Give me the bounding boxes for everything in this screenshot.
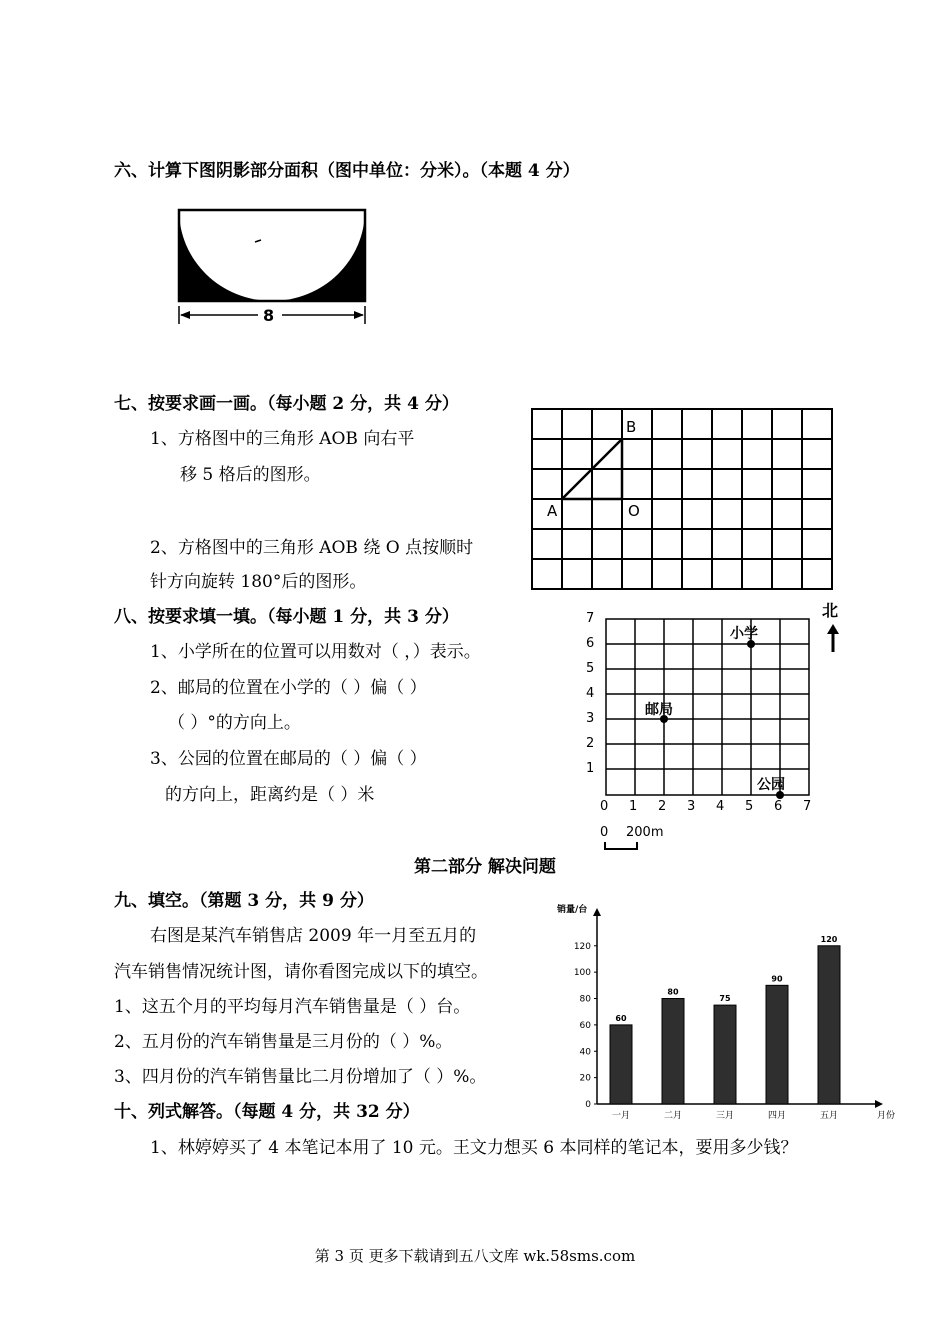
map-x-tick-6: 6: [774, 799, 783, 814]
scale-bar: [604, 842, 638, 852]
section9-q2: 2、五月份的汽车销售量是三月份的（ ）%。: [114, 1032, 453, 1052]
section8-q1: 1、小学所在的位置可以用数对（ ，）表示。: [150, 642, 481, 662]
section8-q3-line1: 3、公园的位置在邮局的（ ）偏（ ）: [150, 749, 427, 769]
bar-value-label: 90: [771, 974, 783, 984]
dimension-label: 8: [263, 306, 275, 325]
map-label-post-office: 邮局: [645, 702, 673, 718]
x-tick-label: 四月: [767, 1111, 787, 1121]
page-footer: 第 3 页 更多下载请到五八文库 wk.58sms.com: [314, 1247, 636, 1265]
section6-title: 六、计算下图阴影部分面积（图中单位：分米）。（本题 4 分）: [114, 161, 580, 181]
map-x-tick-3: 3: [687, 799, 696, 814]
y-tick-label: 100: [573, 968, 591, 979]
north-label: 北: [822, 601, 839, 620]
section10-title: 十、列式解答。（每题 4 分，共 32 分）: [114, 1102, 420, 1122]
section9-title: 九、填空。（第题 3 分，共 9 分）: [114, 891, 374, 911]
y-tick-label: 60: [579, 1020, 591, 1031]
section9-intro-line2: 汽车销售情况统计图，请你看图完成以下的填空。: [114, 962, 488, 982]
grid-label-b: B: [626, 418, 637, 436]
scale-start: 0: [600, 825, 609, 840]
bar-value-label: 60: [615, 1013, 627, 1023]
x-tick-label: 五月: [819, 1111, 839, 1121]
map-y-tick-2: 2: [586, 736, 595, 751]
grid-label-a: A: [547, 502, 558, 520]
map-y-tick-3: 3: [586, 711, 595, 726]
x-axis-label: 月份: [877, 1111, 896, 1121]
map-label-park: 公园: [757, 777, 785, 793]
map-x-tick-0: 0: [600, 799, 609, 814]
section8-q2-line1: 2、邮局的位置在小学的（ ）偏（ ）: [150, 678, 427, 698]
x-tick-label: 二月: [663, 1111, 683, 1121]
bar-value-label: 75: [719, 994, 731, 1004]
scale-label: 200m: [626, 825, 664, 840]
bar-value-label: 80: [667, 987, 679, 997]
x-axis-arrow-icon: [875, 1100, 883, 1108]
section9-intro-line1: 右图是某汽车销售店 2009 年一月至五月的: [150, 926, 477, 946]
map-label-school: 小学: [730, 626, 758, 642]
square-grid-figure: [530, 407, 835, 592]
north-arrow-icon: [826, 624, 840, 652]
section7-q1-line2: 移 5 格后的图形。: [180, 465, 321, 485]
sales-bar-chart: [555, 900, 896, 1125]
semicircle-figure: [170, 200, 380, 330]
section7-title: 七、按要求画一画。（每小题 2 分，共 4 分）: [114, 394, 459, 414]
map-y-tick-7: 7: [586, 611, 595, 626]
section9-q1: 1、这五个月的平均每月汽车销售量是（ ）台。: [114, 997, 471, 1017]
y-tick-label: 80: [579, 994, 591, 1005]
grid-label-o: O: [628, 502, 640, 520]
y-tick-label: 20: [579, 1073, 591, 1084]
section8-title: 八、按要求填一填。（每小题 1 分，共 3 分）: [114, 607, 459, 627]
section7-q2-line1: 2、方格图中的三角形 AOB 绕 O 点按顺时: [150, 538, 474, 558]
map-x-tick-5: 5: [745, 799, 754, 814]
section8-q3-line2: 的方向上，距离约是（ ）米: [165, 785, 375, 805]
y-tick-label: 120: [573, 941, 591, 952]
map-x-tick-1: 1: [629, 799, 638, 814]
part2-title: 第二部分 解决问题: [414, 857, 556, 877]
y-tick-label: 40: [579, 1047, 591, 1058]
y-axis-arrow-icon: [593, 908, 601, 916]
map-y-tick-6: 6: [586, 636, 595, 651]
bar-3: [714, 1005, 736, 1104]
section9-q3: 3、四月份的汽车销售量比二月份增加了（ ）%。: [114, 1067, 487, 1087]
map-y-tick-1: 1: [586, 761, 595, 776]
bar-value-label: 120: [820, 934, 838, 944]
y-tick-label: 0: [585, 1100, 591, 1110]
map-y-tick-5: 5: [586, 661, 595, 676]
bar-4: [766, 985, 788, 1104]
bar-5: [818, 946, 840, 1104]
y-axis-label: 销量/台: [557, 905, 588, 915]
map-grid-figure: [604, 617, 810, 797]
section7-q1-line1: 1、方格图中的三角形 AOB 向右平: [150, 429, 415, 449]
section8-q2-line2: （ ）°的方向上。: [168, 713, 301, 733]
section7-q2-line2: 针方向旋转 180°后的图形。: [150, 572, 367, 592]
bar-2: [662, 999, 684, 1104]
map-x-tick-4: 4: [716, 799, 725, 814]
x-tick-label: 三月: [715, 1111, 735, 1121]
map-y-tick-4: 4: [586, 686, 595, 701]
x-tick-label: 一月: [611, 1111, 631, 1121]
section10-q1: 1、林婷婷买了 4 本笔记本用了 10 元。王文力想买 6 本同样的笔记本，要用多少钱？: [150, 1138, 798, 1158]
map-x-tick-7: 7: [803, 799, 812, 814]
map-x-tick-2: 2: [658, 799, 667, 814]
bar-1: [610, 1025, 632, 1104]
